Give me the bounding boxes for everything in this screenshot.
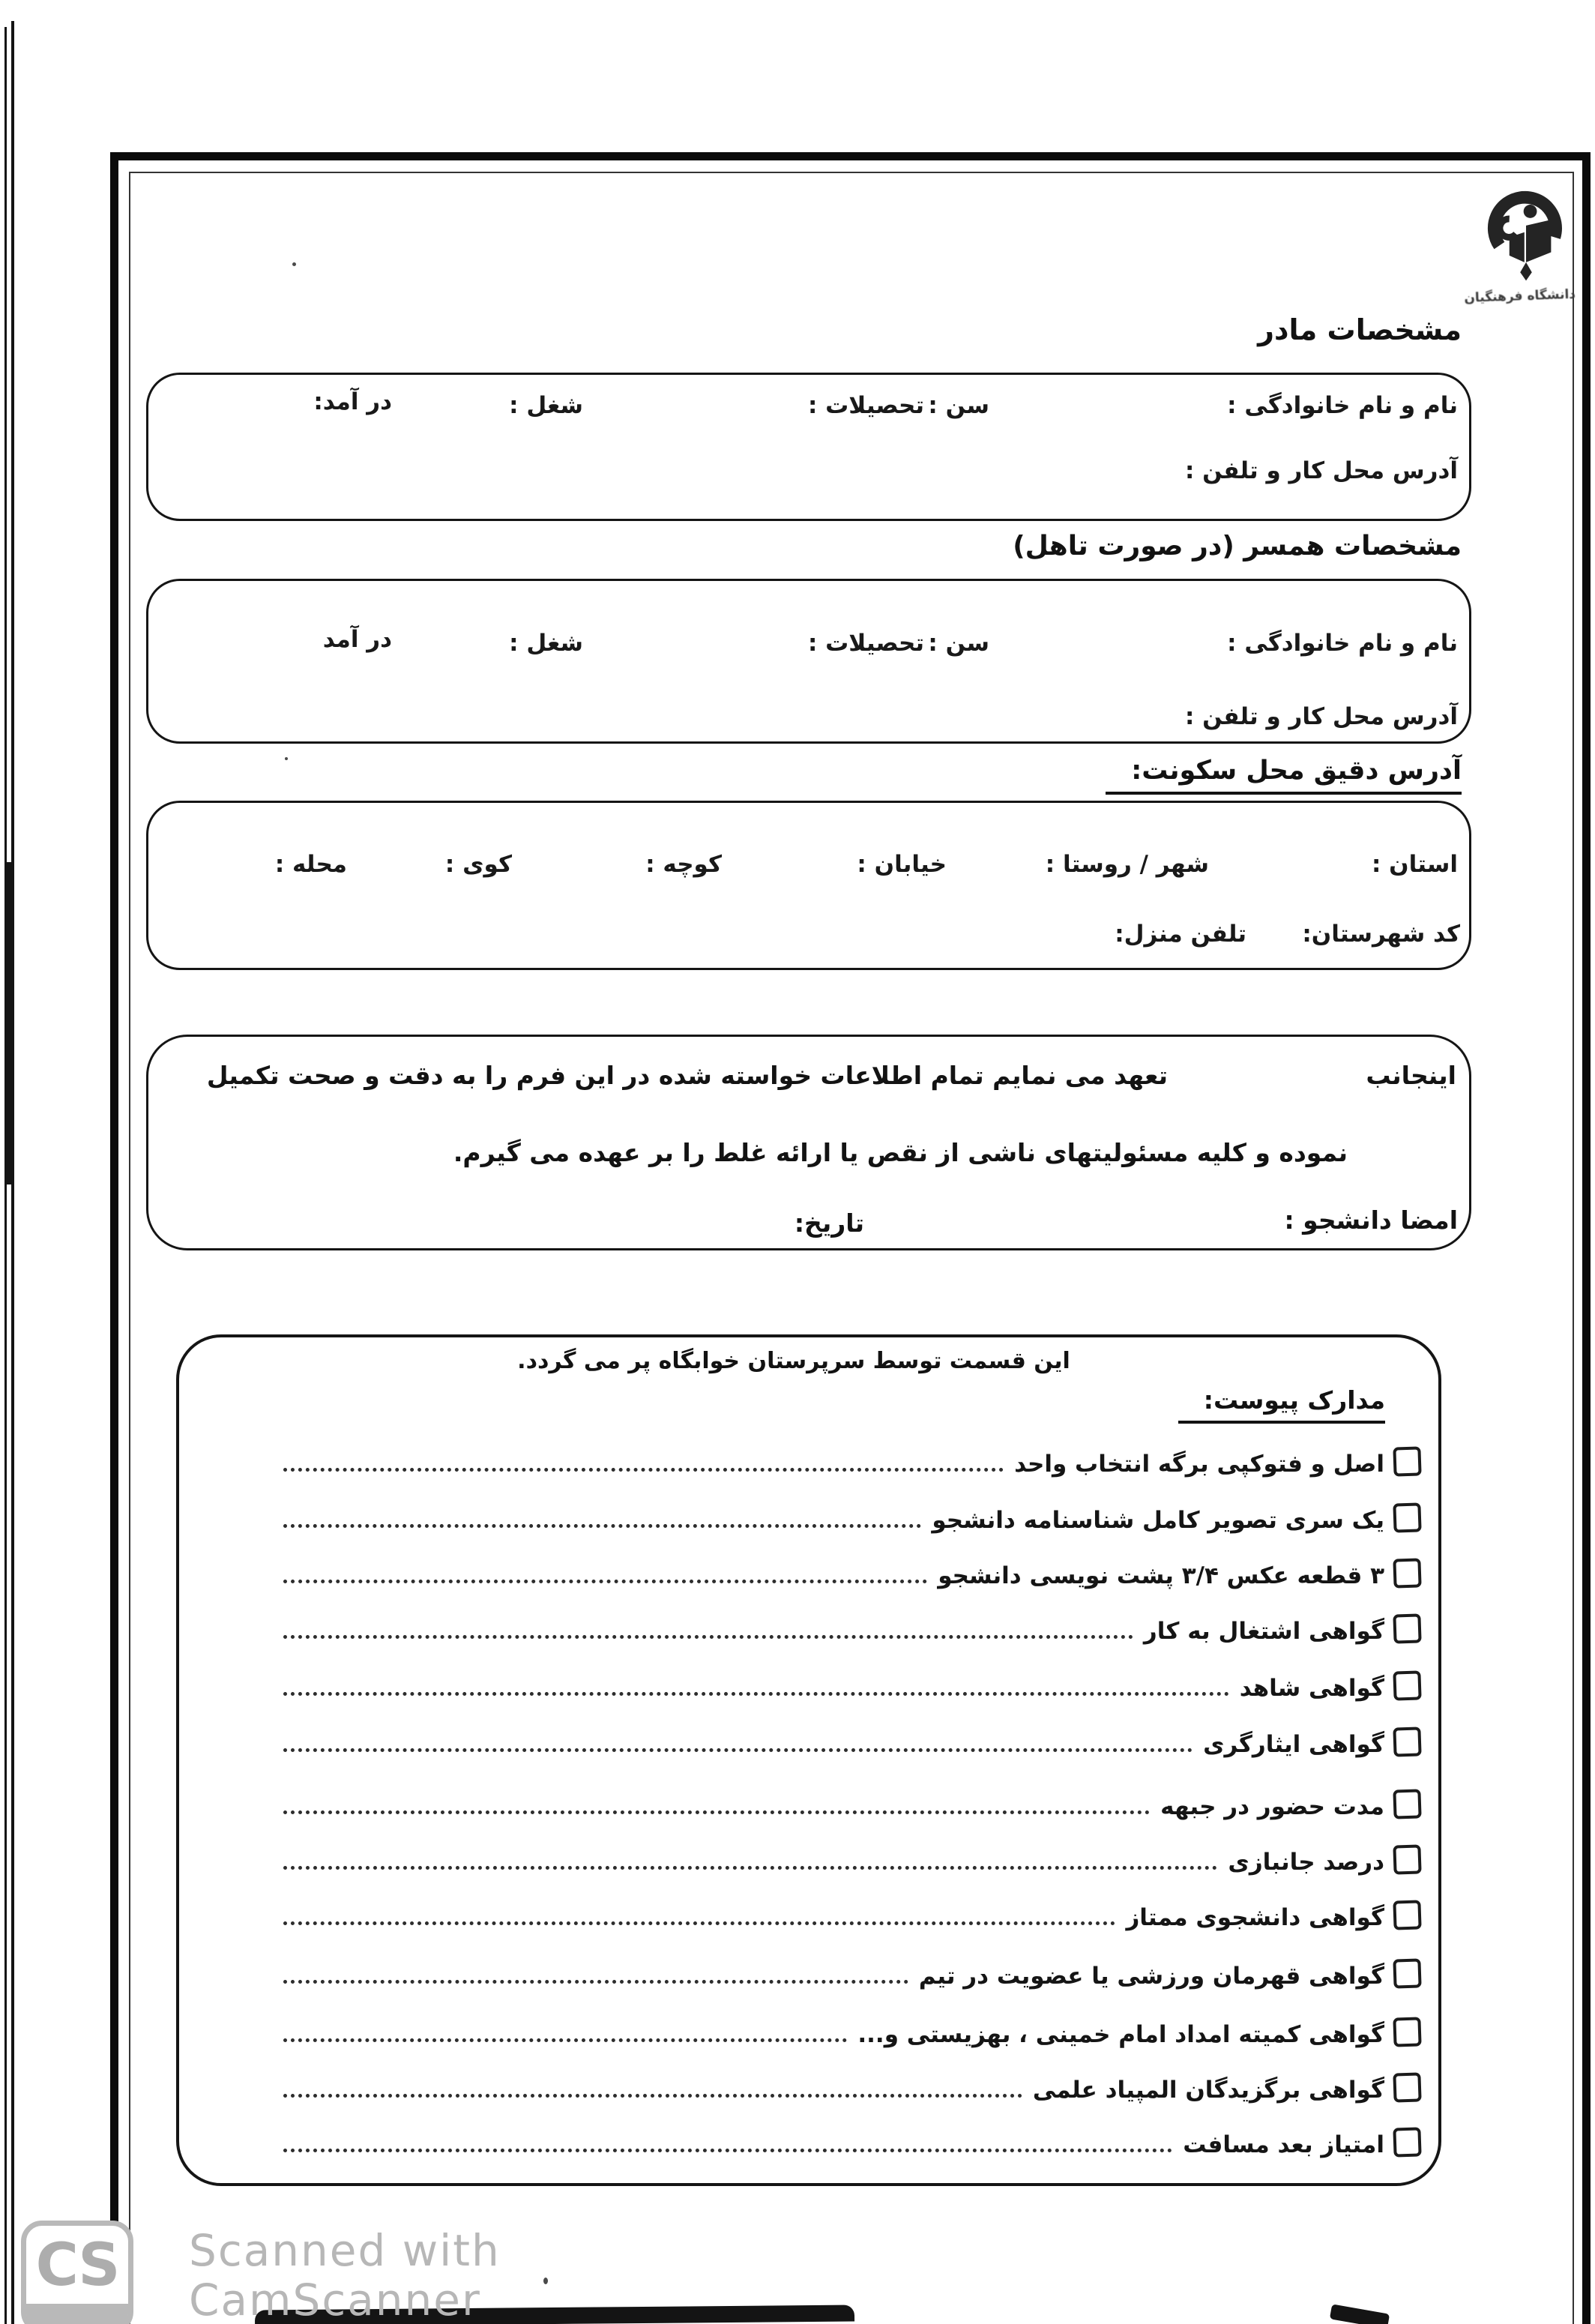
checkbox[interactable] [1393,1789,1421,1819]
dotted-line [283,1739,1193,1752]
checklist-item-label: گواهی برگزیدگان المپیاد علمی [1032,2077,1384,2104]
checklist-item-label: گواهی شاهد [1239,1675,1384,1703]
dotted-line [283,1857,1217,1870]
checkbox[interactable] [1393,2072,1421,2102]
dotted-line [283,1683,1229,1696]
university-logo-emblem [1484,182,1568,286]
dotted-line [283,2085,1022,2098]
field-label-job: شغل : [509,630,583,657]
checklist-row [283,1841,1421,1877]
signature-label: امضا دانشجو : [1284,1205,1458,1235]
watermark-line-2: CamScanner [189,2275,481,2324]
checklist-item-label: گواهی اشتغال به کار [1143,1618,1384,1646]
checklist-item-label: گواهی کمیته امداد امام خمینی ، بهزیستی و... [857,2021,1384,2049]
date-label: تاریخ: [794,1208,864,1238]
pledge-clause-2: نموده و کلیه مسئولیتهای ناشی از نقص یا ارائه غلط را بر عهده می گیرم. [453,1138,1348,1167]
scan-speck [285,757,288,760]
checklist-item-label: یک سری تصویر کامل شناسنامه دانشجو [932,1507,1384,1535]
field-label-full-name: نام و نام خانوادگی : [1227,392,1458,419]
dotted-line [283,2029,847,2042]
field-label-income: در آمد [322,626,392,653]
camscanner-logo-bar [26,2304,128,2324]
checklist-item-label: اصل و فتوکپی برگه انتخاب واحد [1014,1451,1384,1478]
checkbox[interactable] [1393,1844,1421,1874]
residence-box [146,801,1471,970]
field-label-age: سن : [928,630,989,657]
section-title-spouse: مشخصات همسر (در صورت تاهل) [1013,531,1462,562]
field-label-work-address: آدرس محل کار و تلفن : [1184,703,1458,730]
checkbox[interactable] [1393,1558,1421,1588]
attachments-title: مدارک پیوست: [1178,1385,1385,1424]
checklist-item-label: ۳ قطعه عکس ۳/۴ پشت نویسی دانشجو [938,1562,1384,1590]
field-label-full-name: نام و نام خانوادگی : [1227,630,1458,657]
dotted-line [283,1515,921,1528]
checkbox[interactable] [1393,2017,1421,2047]
scan-speck [543,2278,548,2284]
dotted-line [283,1459,1004,1472]
field-label-province: استان : [1371,851,1458,878]
checklist-row [283,1555,1421,1591]
checklist-row [283,1955,1421,1991]
checklist-row [283,1897,1421,1933]
field-label-alley: کوچه : [645,851,722,878]
pledge-clause-1: تعهد می نمایم تمام اطلاعات خواسته شده در این فرم را به دقت و صحت تکمیل [206,1061,1168,1090]
checklist-item-label: امتیاز بعد مسافت [1183,2131,1384,2159]
checklist-item-label: درصد جانبازی [1228,1849,1384,1876]
field-label-quarter: کوی : [444,851,512,878]
checkbox[interactable] [1393,1670,1421,1700]
checklist-item-label: گواهی قهرمان ورزشی یا عضویت در تیم [918,1963,1384,1990]
field-label-city-village: شهر / روستا : [1045,851,1209,878]
checkbox[interactable] [1393,1727,1421,1756]
checklist-row [283,2124,1421,2160]
checklist-row [283,1610,1421,1646]
field-label-home-phone: تلفن منزل: [1115,921,1246,948]
checklist-row [283,1667,1421,1703]
checklist-item-label: مدت حضور در جبهه [1160,1793,1384,1821]
dotted-line [283,1571,927,1583]
field-label-street: خیابان : [857,851,947,878]
section-title-mother: مشخصات مادر [1258,313,1462,346]
pledge-intro: اینجانب [1366,1061,1456,1090]
checklist-row [283,2014,1421,2050]
scan-speck [292,262,296,266]
camscanner-logo [21,2221,133,2324]
university-logo-caption: دانشگاه فرهنگیان [1464,286,1576,306]
camscanner-logo-text: CS [35,2232,119,2299]
field-label-neighborhood: محله : [274,851,347,878]
field-label-work-address: آدرس محل کار و تلفن : [1184,457,1458,484]
dotted-line [283,1626,1133,1639]
checklist-row [283,2069,1421,2105]
checklist-item-label: گواهی ایثارگری [1203,1731,1384,1759]
checklist-item-label: گواهی دانشجوی ممتاز [1126,1904,1384,1932]
watermark-line-1: Scanned with [189,2225,501,2276]
dotted-line [283,2140,1172,2152]
checkbox[interactable] [1393,1446,1421,1476]
checklist-row [283,1499,1421,1535]
field-label-city-code: کد شهرستان: [1302,921,1460,948]
checkbox[interactable] [1393,1613,1421,1643]
university-logo [1464,182,1576,306]
dotted-line [283,1912,1115,1925]
dotted-line [283,1801,1150,1814]
attachments-note: این قسمت توسط سرپرستان خوابگاه پر می گردد. [517,1348,1070,1374]
checkbox[interactable] [1393,2127,1421,2157]
dotted-line [283,1971,908,1984]
checkbox[interactable] [1393,1502,1421,1532]
checkbox[interactable] [1393,1900,1421,1930]
checklist-row [283,1443,1421,1479]
checklist-row [283,1786,1421,1822]
field-label-age: سن : [928,392,989,419]
checkbox[interactable] [1393,1958,1421,1988]
field-label-education: تحصیلات : [807,392,924,419]
checklist-row [283,1724,1421,1759]
field-label-job: شغل : [509,392,583,419]
field-label-education: تحصیلات : [807,630,924,657]
section-title-residence: آدرس دقیق محل سکونت: [1106,756,1462,795]
field-label-income: در آمد: [313,388,392,415]
scan-edge-line [7,862,13,1184]
